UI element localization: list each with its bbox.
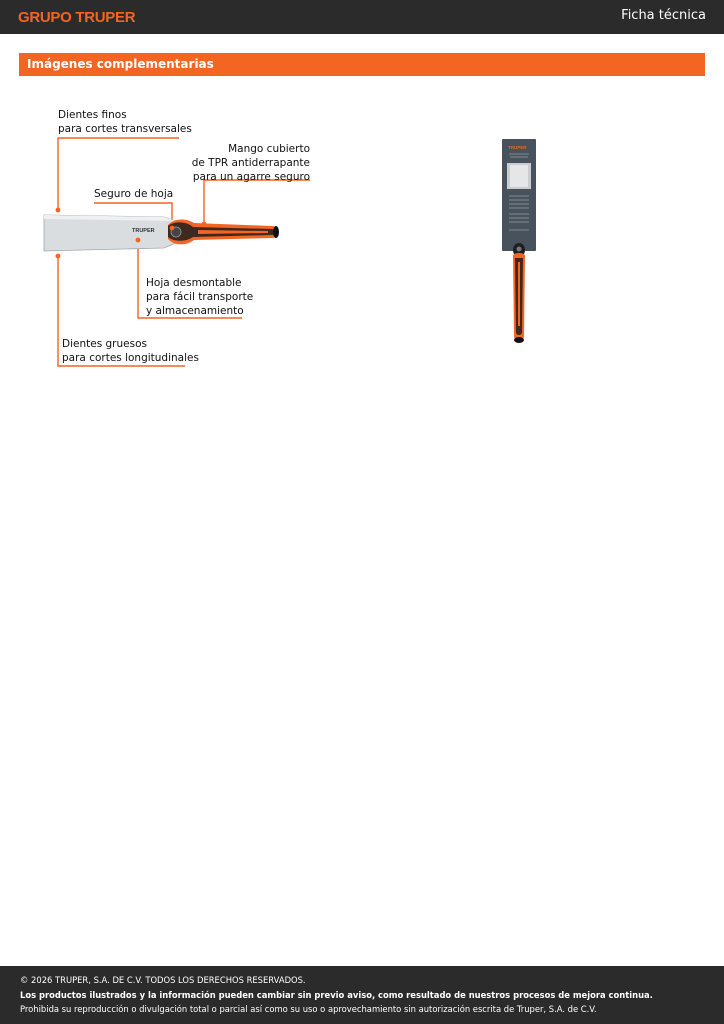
footer-notice: Los productos ilustrados y la información pueden cambiar sin previo aviso, como resultado de nuestros procesos de mejora continua. bbox=[20, 990, 653, 1000]
packaged-product-image bbox=[496, 136, 544, 346]
callout-detachable-blade: Hoja desmontable para fácil transporte y almacenamiento bbox=[146, 277, 254, 317]
section-title: Imágenes complementarias bbox=[27, 57, 214, 71]
section-header bbox=[19, 53, 705, 76]
package-handle-end bbox=[514, 337, 524, 343]
footer bbox=[0, 966, 724, 1024]
package-card bbox=[502, 139, 536, 251]
blade-logo: TRUPER bbox=[132, 228, 155, 234]
footer-legal: Prohibida su reproducción o divulgación total o parcial así como su uso o aprovechamiento sin autorización escrita de Truper, S.A. de C.V. bbox=[20, 1004, 597, 1014]
handle-end-cap bbox=[273, 226, 279, 238]
footer-copyright: © 2026 TRUPER, S.A. DE C.V. TODOS LOS DERECHOS RESERVADOS. bbox=[20, 975, 306, 985]
document-type-label: Ficha técnica bbox=[621, 8, 706, 23]
callout-fine-teeth: Dientes finos para cortes transversales bbox=[58, 109, 192, 135]
packaged-saw-illustration bbox=[496, 136, 544, 346]
callout-grip: Mango cubierto de TPR antiderrapante para un agarre seguro bbox=[191, 143, 310, 183]
header-bar bbox=[0, 0, 724, 34]
callout-blade-lock: Seguro de hoja bbox=[94, 188, 174, 200]
package-logo: TRUPER bbox=[508, 145, 527, 150]
callout-coarse-teeth: Dientes gruesos para cortes longitudinales bbox=[62, 338, 199, 364]
brand-logo: GRUPO TRUPER bbox=[18, 9, 136, 26]
product-diagram bbox=[36, 100, 326, 380]
leader-grip bbox=[204, 180, 310, 224]
